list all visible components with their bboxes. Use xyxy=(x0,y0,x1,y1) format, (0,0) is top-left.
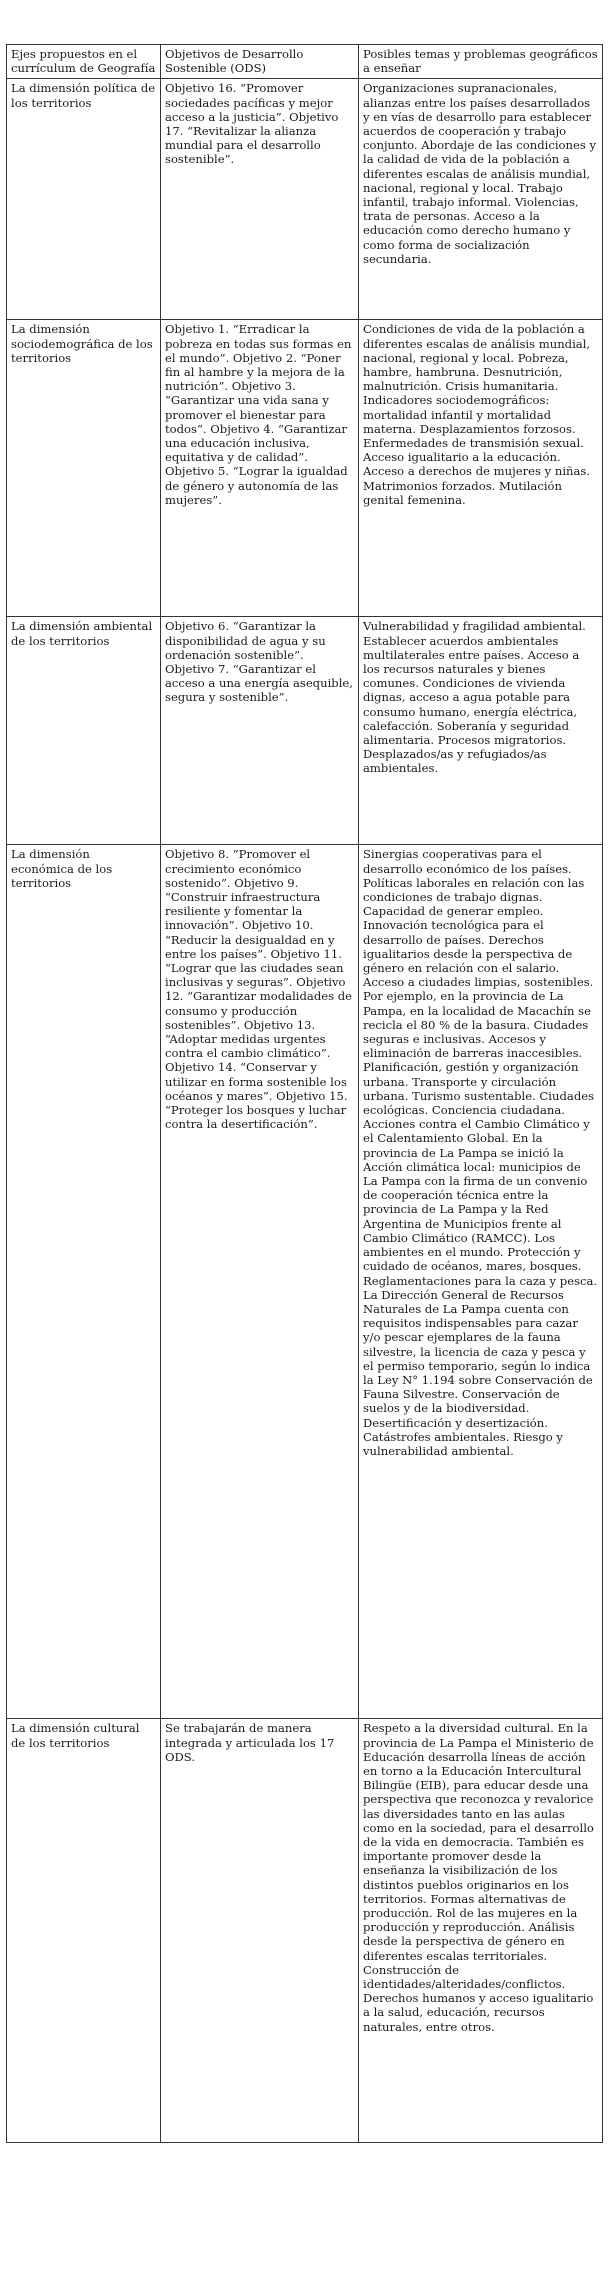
row-topics: Sinergias cooperativas para el desarrollo económico de los países. Políticas laborales en relación con las condiciones de trabajo dignas. Capacidad de generar empleo. Innovación tecnológica para el desarrollo de países. Derechos igualitarios desde la perspectiva de género en relación con el salario. Acceso a ciudades limpias, sostenibles. Por ejemplo, en la provincia de La Pampa, en la localidad de Macachín se recicla el 80 % de la basura. Ciudades seguras e inclusivas. Accesos y eliminación de barreras inaccesibles. Planificación, gestión y organización urbana. Transporte y circulación urbana. Turismo sustentable. Ciudades ecológicas. Conciencia ciudadana. Acciones contra el Cambio Climático y el Calentamiento Global. En la provincia de La Pampa se inició la Acción climática local: municipios de La Pampa con la firma de un convenio de cooperación técnica entre la provincia de La Pampa y la Red Argentina de Municipios frente al Cambio Climático (RAMCC). Los ambientes en el mundo. Protección y cuidado de océanos, mares, bosques. Reglamentaciones para la caza y pesca. La Dirección General de Recursos Naturales de La Pampa cuenta con requisitos indispensables para cazar y/o pescar ejemplares de la fauna silvestre, la licencia de caza y pesca y el permiso temporario, según lo indica la Ley N° 1.194 sobre Conservación de Fauna Silvestre. Conservación de suelos y de la biodiversidad. Desertificación y desertización. Catástrofes ambientales. Riesgo y vulnerabilidad ambiental. xyxy=(359,845,603,1719)
header-ods: Objetivos de Desarrollo Sostenible (ODS) xyxy=(161,45,359,79)
row-ods: Objetivo 6. “Garantizar la disponibilidad de agua y su ordenación sostenible”. Objetivo 7. “Garantizar el acceso a una energía asequible, segura y sostenible”. xyxy=(161,617,359,845)
row-axis: La dimensión ambiental de los territorios xyxy=(7,617,161,845)
table-row xyxy=(7,320,603,617)
row-ods: Objetivo 8. “Promover el crecimiento económico sostenido”. Objetivo 9. “Construir infraestructura resiliente y fomentar la innovación”. Objetivo 10. “Reducir la desigualdad en y entre los países”. Objetivo 11. “Lograr que las ciudades sean inclusivas y seguras”. Objetivo 12. “Garantizar modalidades de consumo y producción sostenibles”. Objetivo 13. “Adoptar medidas urgentes contra el cambio climático”. Objetivo 14. “Conservar y utilizar en forma sostenible los océanos y mares”. Objetivo 15. “Proteger los bosques y luchar contra la desertificación”. xyxy=(161,845,359,1719)
table-row xyxy=(7,617,603,845)
ods-curriculum-table xyxy=(6,44,603,2143)
row-axis: La dimensión sociodemográfica de los territorios xyxy=(7,320,161,617)
row-topics: Respeto a la diversidad cultural. En la provincia de La Pampa el Ministerio de Educación desarrolla líneas de acción en torno a la Educación Intercultural Bilingüe (EIB), para educar desde una perspectiva que reconozca y revalorice las diversidades tanto en las aulas como en la sociedad, para el desarrollo de la vida en democracia. También es importante promover desde la enseñanza la visibilización de los distintos pueblos originarios en los territorios. Formas alternativas de producción. Rol de las mujeres en la producción y reproducción. Análisis desde la perspectiva de género en diferentes escalas territoriales. Construcción de identidades/alteridades/conflictos. Derechos humanos y acceso igualitario a la salud, educación, recursos naturales, entre otros. xyxy=(359,1719,603,2143)
header-topics: Posibles temas y problemas geográficos a enseñar xyxy=(359,45,603,79)
header-axes: Ejes propuestos en el currículum de Geografía xyxy=(7,45,161,79)
table-row xyxy=(7,845,603,1719)
table-row xyxy=(7,1719,603,2143)
row-ods: Objetivo 16. “Promover sociedades pacíficas y mejor acceso a la justicia”. Objetivo 17. “Revitalizar la alianza mundial para el desarrollo sostenible”. xyxy=(161,79,359,320)
row-axis: La dimensión política de los territorios xyxy=(7,79,161,320)
table-header-row xyxy=(7,45,603,79)
row-topics: Organizaciones supranacionales, alianzas entre los países desarrollados y en vías de desarrollo para establecer acuerdos de cooperación y trabajo conjunto. Abordaje de las condiciones y la calidad de vida de la población a diferentes escalas de análisis mundial, nacional, regional y local. Trabajo infantil, trabajo informal. Violencias, trata de personas. Acceso a la educación como derecho humano y como forma de socialización secundaria. xyxy=(359,79,603,320)
row-ods: Se trabajarán de manera integrada y articulada los 17 ODS. xyxy=(161,1719,359,2143)
row-axis: La dimensión cultural de los territorios xyxy=(7,1719,161,2143)
table-row xyxy=(7,79,603,320)
row-axis: La dimensión económica de los territorios xyxy=(7,845,161,1719)
row-ods: Objetivo 1. “Erradicar la pobreza en todas sus formas en el mundo”. Objetivo 2. “Poner fin al hambre y la mejora de la nutrición”. Objetivo 3. “Garantizar una vida sana y promover el bienestar para todos”. Objetivo 4. “Garantizar una educación inclusiva, equitativa y de calidad”. Objetivo 5. “Lograr la igualdad de género y autonomía de las mujeres”. xyxy=(161,320,359,617)
row-topics: Vulnerabilidad y fragilidad ambiental. Establecer acuerdos ambientales multilaterales entre países. Acceso a los recursos naturales y bienes comunes. Condiciones de vivienda dignas, acceso a agua potable para consumo humano, energía eléctrica, calefacción. Soberanía y seguridad alimentaria. Procesos migratorios. Desplazados/as y refugiados/as ambientales. xyxy=(359,617,603,845)
row-topics: Condiciones de vida de la población a diferentes escalas de análisis mundial, nacional, regional y local. Pobreza, hambre, hambruna. Desnutrición, malnutrición. Crisis humanitaria. Indicadores sociodemográficos: mortalidad infantil y mortalidad materna. Desplazamientos forzosos. Enfermedades de transmisión sexual. Acceso igualitario a la educación. Acceso a derechos de mujeres y niñas. Matrimonios forzados. Mutilación genital femenina. xyxy=(359,320,603,617)
